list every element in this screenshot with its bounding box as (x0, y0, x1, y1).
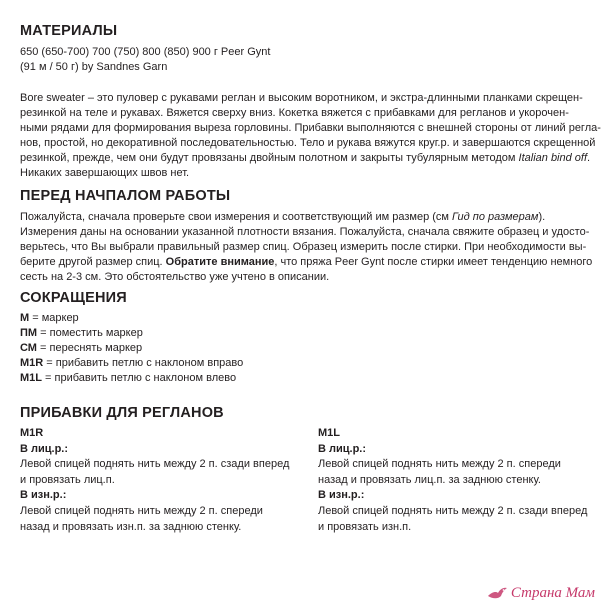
bird-icon (486, 584, 508, 602)
m1l-column (318, 426, 588, 535)
instruction-line: Левой спицей поднять нить между 2 п. сзади вперед (318, 504, 588, 517)
instruction-line: Левой спицей поднять нить между 2 п. спереди (318, 458, 561, 471)
instruction-line: и провязать изн.п. (318, 520, 412, 533)
intro-line: Никаких завершающих швов нет. (20, 167, 190, 179)
intro-line: ными рядами для формирования выреза горловины. Прибавки выполняются с внешней стороны от линий регла- (20, 122, 601, 134)
raglan-increases-heading: ПРИБАВКИ ДЛЯ РЕГЛАНОВ (20, 405, 224, 421)
before-line: верьтесь, что Вы выбрали правильный размер спиц. Образец измерить после стирки. При необходимости вы- (20, 241, 587, 253)
instruction-line: Левой спицей поднять нить между 2 п. сзади вперед (20, 458, 290, 471)
intro-line: Bore sweater – это пуловер с рукавами реглан и высоким воротником, и экстра-длинными планками скрещен- (20, 92, 583, 104)
before-line: сесть на 2-3 см. Это обстоятельство уже учтено в описании. (20, 271, 330, 283)
m1r-title: M1R (20, 427, 44, 439)
abbreviation-item: M1R = прибавить петлю с наклоном вправо (20, 357, 244, 369)
materials-heading: МАТЕРИАЛЫ (20, 23, 118, 39)
abbreviation-item: ПМ = поместить маркер (20, 327, 143, 339)
materials-line: 650 (650-700) 700 (750) 800 (850) 900 г Peer Gynt (20, 46, 271, 58)
before-line: Измерения даны на основании указанной плотности вязания. Пожалуйста, сначала свяжите образец и удосто- (20, 226, 590, 238)
intro-line: резинкой, прежде, чем они будут провязаны двойным полотном и закрыты тубулярным методом Italian bind off. (20, 152, 591, 164)
purl-row-label: В изн.р.: (20, 489, 67, 502)
before-start-heading: ПЕРЕД НАЧПАЛОМ РАБОТЫ (20, 188, 231, 204)
materials-line: (91 м / 50 г) by Sandnes Garn (20, 61, 168, 73)
abbreviations-heading: СОКРАЩЕНИЯ (20, 290, 127, 306)
before-line: берите другой размер спиц. Обратите внимание, что пряжа Peer Gynt после стирки имеет тенденцию немного (20, 256, 593, 268)
site-watermark (486, 584, 595, 602)
knit-row-label: В лиц.р.: (20, 442, 69, 455)
before-line: Пожалуйста, сначала проверьте свои измерения и соответствующий им размер (см Гид по размерам). (20, 211, 546, 223)
italian-bind-off-term: Italian bind off (518, 152, 588, 164)
instruction-line: назад и провязать изн.п. за заднюю стенку. (20, 520, 242, 533)
watermark-text: Страна Мам (510, 585, 595, 601)
instruction-line: Левой спицей поднять нить между 2 п. спереди (20, 504, 263, 517)
intro-line: нов, простой, но декоративной последовательностью. Тело и рукава вяжутся круг.р. и завершаются скрещенной (20, 137, 596, 149)
abbreviation-item: М = маркер (20, 312, 79, 324)
size-guide-ref: Гид по размерам (452, 211, 539, 223)
m1l-title: M1L (318, 427, 340, 439)
abbreviation-item: M1L = прибавить петлю с наклоном влево (20, 372, 237, 384)
abbreviation-item: СМ = переснять маркер (20, 342, 143, 354)
purl-row-label: В изн.р.: (318, 489, 365, 502)
m1r-column (20, 426, 290, 535)
intro-line: резинкой на теле и рукавах. Вяжется сверху вниз. Кокетка вяжется с прибавками для регланов и укорочен- (20, 107, 569, 119)
instruction-line: назад и провязать лиц.п. за заднюю стенку. (318, 473, 541, 486)
instruction-line: и провязать лиц.п. (20, 473, 115, 486)
attention-note: Обратите внимание (165, 256, 275, 268)
knit-row-label: В лиц.р.: (318, 442, 367, 455)
